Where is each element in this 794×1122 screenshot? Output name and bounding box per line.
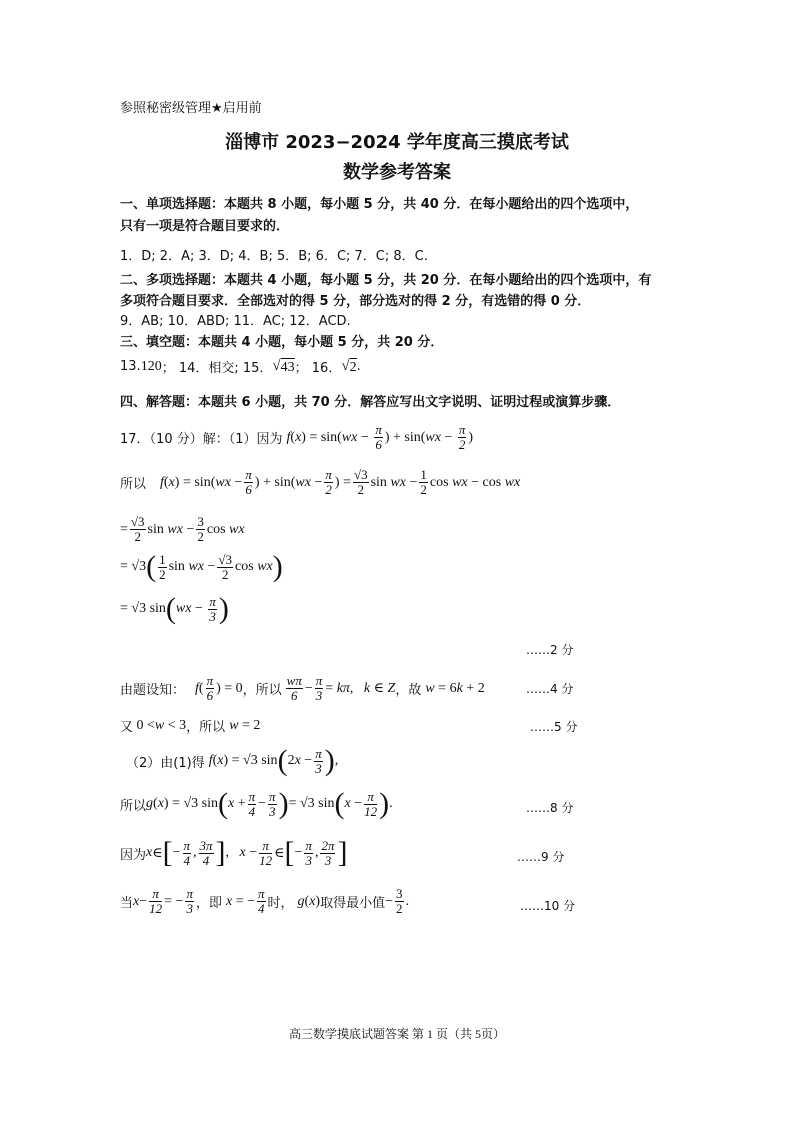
- q17-step-1: = $\frac{√3}{2}$ sin wx − $\frac{3}{2}$ cos wx: [120, 514, 245, 544]
- score-9: ……9 分: [517, 850, 565, 864]
- q17-step-3: = √3 sin ( wx − $\frac{\pi}{3}$ ): [120, 592, 229, 625]
- score-2: ……2 分: [526, 643, 574, 657]
- page-footer: 高三数学摸底试题答案 第 1 页（共 5页）: [288, 1027, 505, 1041]
- q17-you: 又: [120, 720, 134, 735]
- q17-expand-line: 所以 f ( x ) = sin( wx − $\frac{\pi}{6}$ ) + sin( wx − $\frac{\pi}{2}$ ) = $\frac{√3}{2}$ sin wx − $\frac{1}{2}$ cos wx − cos wx: [120, 467, 521, 497]
- q17-yinwei: 因为: [120, 847, 147, 863]
- q17-part2: （2）由(1)得: [126, 755, 205, 771]
- q17-step-2: = √3 ( $\frac{1}{2}$ sin wx − $\frac{√3}{2}$ cos wx ): [120, 550, 283, 583]
- q17-gu: ，故: [395, 683, 422, 698]
- q17-shi: 时，: [267, 896, 294, 911]
- q17-condition-line: 由题设知： f ( $\frac{\pi}{6}$ ) = 0 ，所以 $\frac{w\pi}{6}$ − $\frac{\pi}{3}$ = kπ , k ∈ Z ，故 w = 6 k + 2: [120, 673, 485, 703]
- section-2-heading: 二、多项选择题：本题共 4 小题，每小题 5 分，共 20 分．在每小题给出的四个选项中，有: [120, 273, 652, 288]
- q17-suoyi2: ，所以: [242, 683, 282, 698]
- section-3-heading: 三、填空题：本题共 4 小题，每小题 5 分，共 20 分．: [120, 335, 444, 350]
- q16-text: ； 16．: [294, 361, 342, 376]
- section-1-heading: 一、单项选择题：本题共 8 小题，每小题 5 分，共 40 分．在每小题给出的四个选项中，: [120, 197, 639, 212]
- q16-value: 2: [349, 359, 357, 375]
- section-2-answers: 9．AB; 10．ABD; 11．AC; 12．ACD.: [120, 314, 351, 329]
- q15-value: 43: [280, 359, 295, 375]
- confidential-note: 参照秘密级管理★启用前: [120, 101, 262, 116]
- q13-value: 120: [140, 358, 162, 374]
- section-4-heading: 四、解答题：本题共 6 小题，共 70 分．解答应写出文字说明、证明过程或演算步骤．: [120, 395, 621, 410]
- q17-suoyi4: 所以: [120, 798, 147, 814]
- page-subtitle: 数学参考答案: [343, 162, 451, 183]
- q17-intro: 17．（10 分）解：（1）因为: [120, 432, 283, 447]
- q17-part2-line: （2）由(1)得 f ( x ) = √3 sin ( 2 x − $\frac{\pi}{3}$ ) ,: [126, 744, 339, 777]
- math-fx-def: f: [286, 429, 291, 445]
- section-3-answers: [120, 357, 361, 376]
- q17-intro-line: 17．（10 分）解：（1）因为 f ( x ) = sin( wx − $\frac{\pi}{6}$ ) + sin( wx − $\frac{\pi}{2}$ ): [120, 422, 474, 452]
- q17-suoyi: 所以: [120, 477, 147, 492]
- q17-gx-line: 所以 g ( x ) = √3 sin ( x + $\frac{\pi}{4}$ − $\frac{\pi}{3}$ ) = √3 sin ( x − $\frac{\pi}{12}$ ) .: [120, 787, 393, 820]
- q17-youtishezhi: 由题设知：: [120, 683, 186, 698]
- q17-range-line: 又 0 < w < 3 ，所以 w = 2: [120, 717, 261, 735]
- q17-ji: ，即: [195, 896, 222, 911]
- q17-min-line: 当 x − $\frac{\pi}{12}$ = − $\frac{\pi}{3}$ ，即 x = − $\frac{\pi}{4}$ 时， g ( x ) 取得最小值 − $\frac{3}{2}$ .: [120, 886, 409, 916]
- section-1-answers: 1．D; 2．A; 3．D; 4．B; 5．B; 6．C; 7．C; 8．C.: [120, 249, 428, 264]
- sqrt-icon: √: [341, 358, 350, 374]
- score-4: ……4 分: [526, 682, 574, 696]
- q17-qude: 取得最小值: [320, 896, 386, 911]
- sqrt-icon: √: [272, 358, 281, 374]
- q16-end: .: [356, 359, 361, 374]
- section-1-heading-cont: 只有一项是符合题目要求的．: [120, 219, 290, 234]
- score-10: ……10 分: [520, 899, 576, 913]
- page-title: 淄博市 2023−2024 学年度高三摸底考试: [225, 132, 569, 153]
- q17-interval-line: 因为 x ∈ [ − $\frac{\pi}{4}$ , $\frac{3\pi}{4}$ ] , x − $\frac{\pi}{12}$ ∈ [ − $\frac{\pi}{3}$ , $\frac{2\pi}{3}$ ]: [120, 836, 348, 869]
- q17-dang: 当: [120, 896, 134, 911]
- q17-suoyi3: ，所以: [186, 720, 226, 735]
- score-8: ……8 分: [526, 801, 574, 815]
- q13-label: 13.: [120, 359, 141, 374]
- section-2-heading-cont: 多项符合题目要求．全部选对的得 5 分，部分选对的得 2 分，有选错的得 0 分．: [120, 294, 591, 309]
- score-5: ……5 分: [530, 720, 578, 734]
- q14-text: ； 14．相交; 15．: [161, 361, 273, 376]
